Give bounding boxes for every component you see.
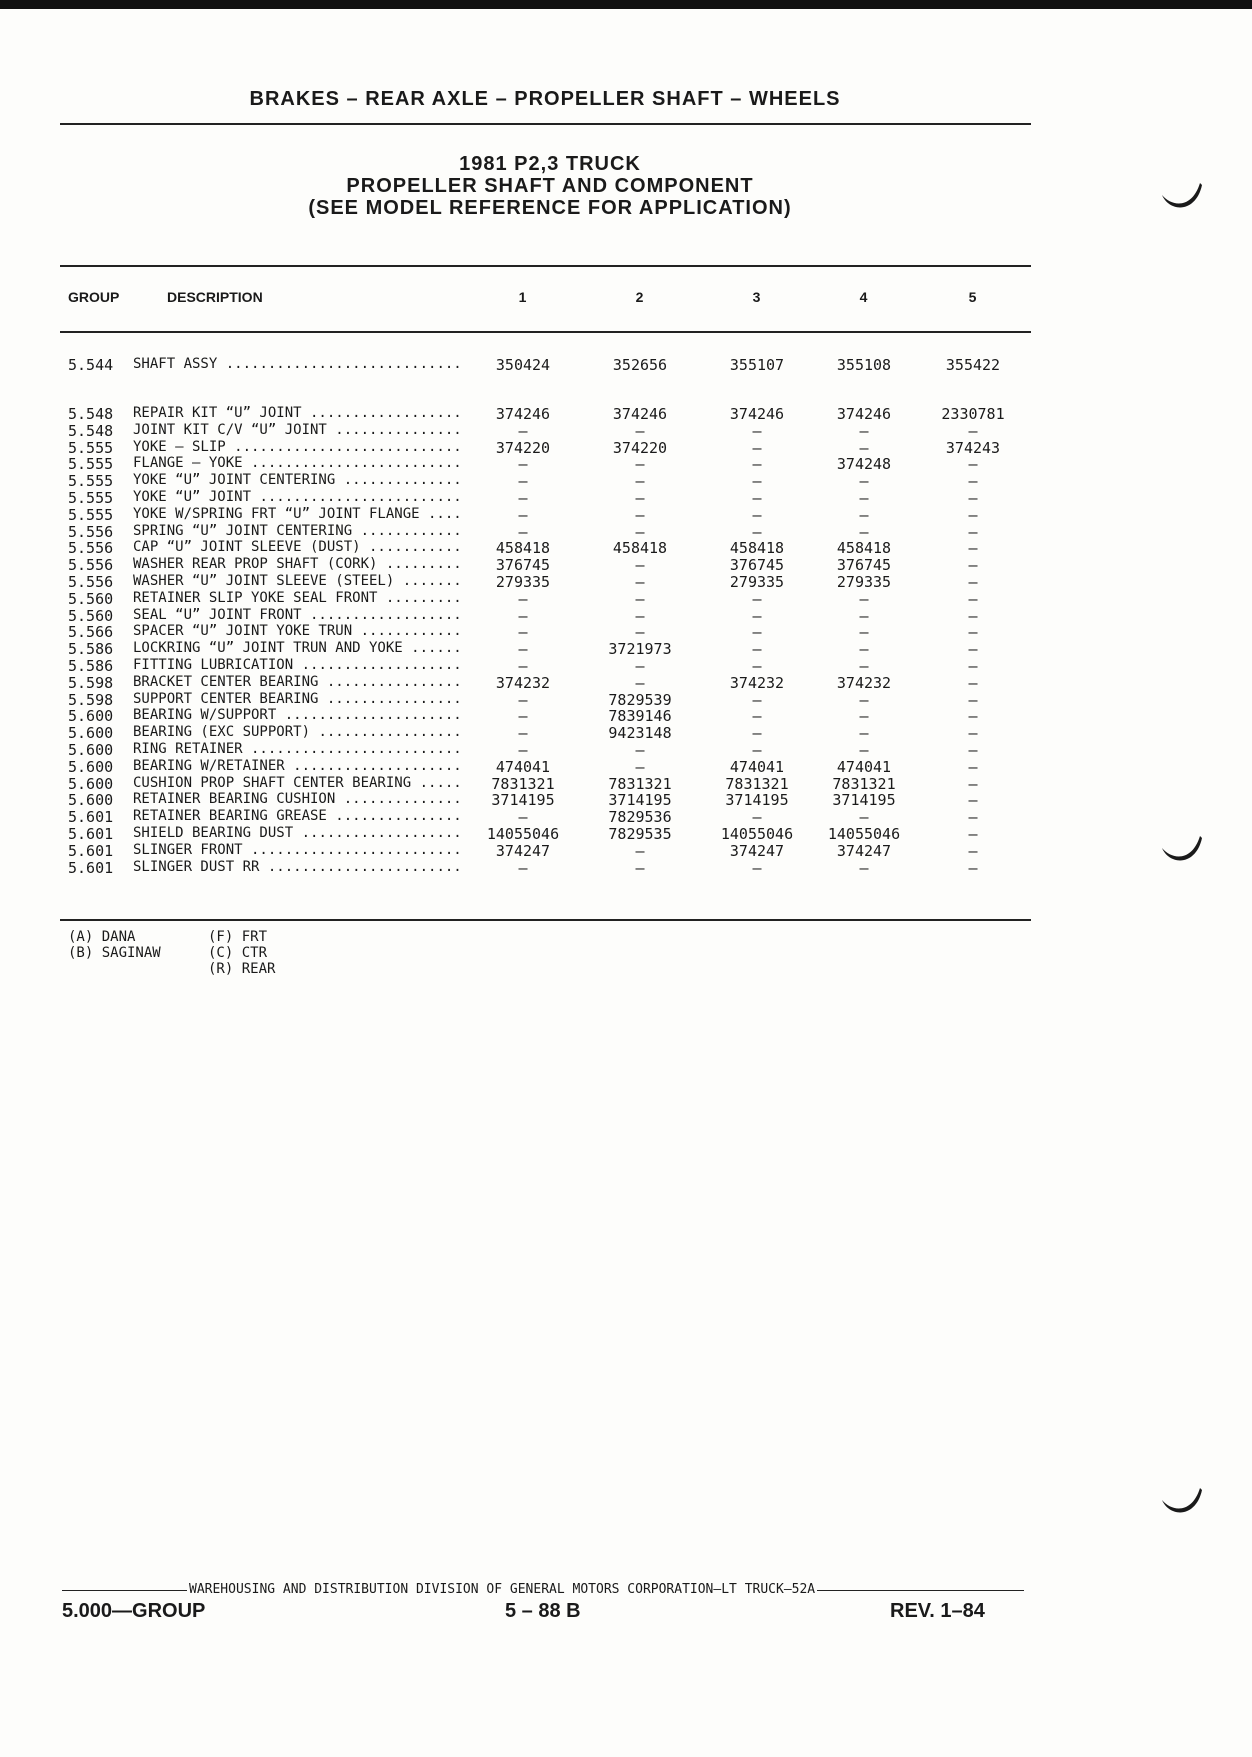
row-description: YOKE W/SPRING FRT “U” JOINT FLANGE ..... bbox=[133, 506, 465, 522]
row-part-number-col-5: — bbox=[968, 757, 978, 776]
row-part-number-col-3: 474041 bbox=[729, 757, 785, 776]
row-part-number-col-2: 7829539 bbox=[608, 690, 672, 709]
row-part-number-col-4: — bbox=[859, 489, 869, 507]
row-group-number: 5.598 bbox=[68, 690, 114, 709]
row-description: BEARING W/RETAINER ..... bbox=[133, 758, 465, 774]
row-part-number-col-4: — bbox=[859, 421, 869, 440]
row-description: RETAINER SLIP YOKE SEAL FRONT ..... bbox=[133, 590, 465, 606]
row-part-number-col-3: — bbox=[752, 724, 762, 743]
row-description: SHAFT ASSY ..... bbox=[133, 356, 465, 372]
row-group-number: 5.601 bbox=[68, 825, 114, 843]
row-part-number-col-4: 474041 bbox=[836, 757, 892, 776]
row-part-number-col-3: — bbox=[752, 472, 762, 491]
row-part-number-col-1: — bbox=[518, 808, 528, 827]
row-description: YOKE “U” JOINT ..... bbox=[133, 489, 465, 505]
row-part-number-col-3: 7831321 bbox=[725, 774, 789, 793]
row-group-number: 5.555 bbox=[68, 455, 114, 474]
footer-group: 5.000—GROUP bbox=[62, 1600, 206, 1622]
row-part-number-col-4: 458418 bbox=[836, 539, 892, 558]
note-line: (F) FRT bbox=[208, 929, 268, 945]
row-part-number-col-5: 355422 bbox=[945, 356, 1001, 374]
page-title bbox=[230, 153, 870, 219]
row-part-number-col-3: 279335 bbox=[729, 573, 785, 591]
row-description: REPAIR KIT “U” JOINT ..... bbox=[133, 405, 465, 421]
row-group-number: 5.600 bbox=[68, 707, 114, 726]
row-group-number: 5.548 bbox=[68, 405, 114, 423]
row-group-number: 5.601 bbox=[68, 858, 114, 877]
row-group-number: 5.600 bbox=[68, 791, 114, 810]
row-part-number-col-2: — bbox=[635, 455, 645, 474]
row-part-number-col-4: 374247 bbox=[836, 841, 892, 860]
row-part-number-col-3: 458418 bbox=[729, 539, 785, 558]
row-part-number-col-5: 374243 bbox=[945, 438, 1001, 457]
row-part-number-col-1: 374220 bbox=[495, 438, 551, 457]
row-part-number-col-1: — bbox=[518, 472, 528, 491]
row-group-number: 5.586 bbox=[68, 640, 114, 659]
row-part-number-col-2: 7831321 bbox=[608, 774, 672, 793]
note-line: (A) DANA bbox=[68, 929, 136, 945]
row-description: BRACKET CENTER BEARING ..... bbox=[133, 674, 465, 690]
row-group-number: 5.560 bbox=[68, 589, 114, 608]
row-part-number-col-5: — bbox=[968, 489, 978, 507]
header-rule bbox=[60, 123, 1031, 125]
row-description: FLANGE – YOKE ..... bbox=[133, 455, 465, 471]
row-description: YOKE “U” JOINT CENTERING ..... bbox=[133, 472, 465, 488]
row-description: SLINGER DUST RR ..... bbox=[133, 859, 465, 875]
row-group-number: 5.544 bbox=[68, 356, 114, 374]
row-description: RING RETAINER ..... bbox=[133, 741, 465, 757]
footer-division-text: WAREHOUSING AND DISTRIBUTION DIVISION OF GENERAL MOTORS CORPORATION—LT TRUCK—52A bbox=[189, 1582, 816, 1597]
row-part-number-col-1: — bbox=[518, 421, 528, 440]
row-part-number-col-2: — bbox=[635, 741, 645, 759]
row-part-number-col-4: 374232 bbox=[836, 673, 892, 692]
row-group-number: 5.600 bbox=[68, 741, 114, 759]
row-part-number-col-2: — bbox=[635, 673, 645, 692]
row-group-number: 5.555 bbox=[68, 472, 114, 491]
row-part-number-col-2: 3714195 bbox=[608, 791, 672, 810]
notes-positions bbox=[208, 929, 275, 977]
row-part-number-col-4: — bbox=[859, 657, 869, 675]
title-line-3: (SEE MODEL REFERENCE FOR APPLICATION) bbox=[308, 197, 792, 219]
row-part-number-col-5: — bbox=[968, 774, 978, 793]
row-group-number: 5.556 bbox=[68, 539, 114, 558]
row-part-number-col-4: — bbox=[859, 472, 869, 491]
row-part-number-col-1: 376745 bbox=[495, 556, 551, 575]
row-part-number-col-2: — bbox=[635, 657, 645, 675]
row-description: YOKE – SLIP ..... bbox=[133, 439, 465, 455]
row-part-number-col-4: — bbox=[859, 606, 869, 625]
row-group-number: 5.556 bbox=[68, 522, 114, 541]
row-part-number-col-2: 374246 bbox=[612, 405, 668, 423]
row-part-number-col-1: — bbox=[518, 858, 528, 877]
row-part-number-col-2: 374220 bbox=[612, 438, 668, 457]
row-part-number-col-5: — bbox=[968, 690, 978, 709]
row-description: CAP “U” JOINT SLEEVE (DUST) ..... bbox=[133, 539, 465, 555]
row-part-number-col-2: 3721973 bbox=[608, 640, 672, 659]
row-part-number-col-1: 350424 bbox=[495, 356, 551, 374]
row-part-number-col-4: — bbox=[859, 707, 869, 726]
row-part-number-col-3: — bbox=[752, 455, 762, 474]
row-part-number-col-1: 14055046 bbox=[486, 825, 560, 843]
row-part-number-col-3: — bbox=[752, 589, 762, 608]
row-part-number-col-1: — bbox=[518, 724, 528, 743]
row-part-number-col-5: — bbox=[968, 522, 978, 541]
row-part-number-col-5: — bbox=[968, 657, 978, 675]
note-line: (R) REAR bbox=[208, 961, 276, 977]
row-group-number: 5.586 bbox=[68, 657, 114, 675]
row-part-number-col-4: — bbox=[859, 589, 869, 608]
row-part-number-col-1: — bbox=[518, 640, 528, 659]
row-part-number-col-4: 279335 bbox=[836, 573, 892, 591]
row-description: FITTING LUBRICATION ..... bbox=[133, 657, 465, 673]
row-part-number-col-1: — bbox=[518, 455, 528, 474]
row-part-number-col-4: — bbox=[859, 438, 869, 457]
row-part-number-col-1: 474041 bbox=[495, 757, 551, 776]
row-description: BEARING W/SUPPORT ..... bbox=[133, 707, 465, 723]
row-part-number-col-1: 279335 bbox=[495, 573, 551, 591]
row-part-number-col-4: 7831321 bbox=[832, 774, 896, 793]
row-group-number: 5.601 bbox=[68, 841, 114, 860]
row-description: SPRING “U” JOINT CENTERING ..... bbox=[133, 523, 465, 539]
row-part-number-col-2: — bbox=[635, 522, 645, 541]
row-part-number-col-4: — bbox=[859, 522, 869, 541]
row-group-number: 5.555 bbox=[68, 505, 114, 524]
row-part-number-col-4: — bbox=[859, 724, 869, 743]
row-part-number-col-4: — bbox=[859, 623, 869, 642]
table-bottom-rule bbox=[60, 919, 1031, 921]
row-part-number-col-5: — bbox=[968, 841, 978, 860]
row-part-number-col-3: — bbox=[752, 522, 762, 541]
row-part-number-col-2: 7829536 bbox=[608, 808, 672, 827]
row-part-number-col-1: 374246 bbox=[495, 405, 551, 423]
row-part-number-col-3: — bbox=[752, 505, 762, 524]
row-description: RETAINER BEARING GREASE ..... bbox=[133, 808, 465, 824]
row-part-number-col-4: — bbox=[859, 640, 869, 659]
row-part-number-col-1: — bbox=[518, 589, 528, 608]
row-description: SPACER “U” JOINT YOKE TRUN ..... bbox=[133, 623, 465, 639]
row-part-number-col-5: — bbox=[968, 472, 978, 491]
row-part-number-col-2: 7839146 bbox=[608, 707, 672, 726]
binder-hole-mark bbox=[1160, 826, 1204, 870]
row-part-number-col-4: 14055046 bbox=[827, 825, 901, 843]
row-part-number-col-3: 374246 bbox=[729, 405, 785, 423]
row-part-number-col-1: — bbox=[518, 741, 528, 759]
row-group-number: 5.598 bbox=[68, 673, 114, 692]
row-part-number-col-4: — bbox=[859, 858, 869, 877]
row-part-number-col-5: 2330781 bbox=[941, 405, 1005, 423]
row-part-number-col-2: — bbox=[635, 573, 645, 591]
row-part-number-col-1: — bbox=[518, 505, 528, 524]
row-part-number-col-3: — bbox=[752, 707, 762, 726]
table-header-rule bbox=[60, 331, 1031, 333]
row-part-number-col-4: 374246 bbox=[836, 405, 892, 423]
row-group-number: 5.560 bbox=[68, 606, 114, 625]
row-part-number-col-5: — bbox=[968, 606, 978, 625]
row-part-number-col-2: — bbox=[635, 841, 645, 860]
row-part-number-col-2: — bbox=[635, 589, 645, 608]
note-line: (B) SAGINAW bbox=[68, 945, 161, 961]
row-part-number-col-5: — bbox=[968, 539, 978, 558]
row-part-number-col-5: — bbox=[968, 556, 978, 575]
col-header-1: 1 bbox=[518, 289, 527, 305]
row-part-number-col-3: 355107 bbox=[729, 356, 785, 374]
binder-hole-mark bbox=[1160, 173, 1204, 217]
notes-manufacturers bbox=[68, 929, 161, 961]
row-part-number-col-1: — bbox=[518, 489, 528, 507]
row-part-number-col-1: — bbox=[518, 657, 528, 675]
row-part-number-col-3: — bbox=[752, 640, 762, 659]
row-part-number-col-2: — bbox=[635, 757, 645, 776]
row-part-number-col-3: — bbox=[752, 808, 762, 827]
page-header: BRAKES – REAR AXLE – PROPELLER SHAFT – WHEELS bbox=[249, 88, 841, 110]
note-line: (C) CTR bbox=[208, 945, 268, 961]
row-part-number-col-2: 9423148 bbox=[608, 724, 672, 743]
table-top-rule bbox=[60, 265, 1031, 267]
col-header-5: 5 bbox=[968, 289, 977, 305]
row-group-number: 5.555 bbox=[68, 438, 114, 457]
row-group-number: 5.566 bbox=[68, 623, 114, 642]
row-part-number-col-3: — bbox=[752, 606, 762, 625]
row-part-number-col-2: — bbox=[635, 472, 645, 491]
footer-division-line bbox=[62, 1582, 1024, 1598]
row-description: WASHER “U” JOINT SLEEVE (STEEL) ..... bbox=[133, 573, 465, 589]
row-part-number-col-1: — bbox=[518, 623, 528, 642]
row-part-number-col-3: — bbox=[752, 623, 762, 642]
title-line-2: PROPELLER SHAFT AND COMPONENT bbox=[346, 175, 754, 197]
row-part-number-col-5: — bbox=[968, 825, 978, 843]
row-part-number-col-3: 376745 bbox=[729, 556, 785, 575]
row-description: RETAINER BEARING CUSHION ..... bbox=[133, 791, 465, 807]
row-part-number-col-4: — bbox=[859, 505, 869, 524]
row-part-number-col-4: 376745 bbox=[836, 556, 892, 575]
row-part-number-col-3: — bbox=[752, 489, 762, 507]
row-part-number-col-2: — bbox=[635, 858, 645, 877]
row-part-number-col-1: — bbox=[518, 606, 528, 625]
row-description: SHIELD BEARING DUST ..... bbox=[133, 825, 465, 841]
title-line-1: 1981 P2,3 TRUCK bbox=[459, 153, 641, 175]
row-part-number-col-5: — bbox=[968, 455, 978, 474]
row-part-number-col-5: — bbox=[968, 623, 978, 642]
row-group-number: 5.600 bbox=[68, 774, 114, 793]
row-part-number-col-1: 3714195 bbox=[491, 791, 555, 810]
row-part-number-col-5: — bbox=[968, 573, 978, 591]
binder-hole-mark bbox=[1160, 1478, 1204, 1522]
row-part-number-col-2: — bbox=[635, 623, 645, 642]
col-header-4: 4 bbox=[859, 289, 868, 305]
row-part-number-col-5: — bbox=[968, 640, 978, 659]
col-header-3: 3 bbox=[752, 289, 761, 305]
row-group-number: 5.601 bbox=[68, 808, 114, 827]
row-group-number: 5.548 bbox=[68, 421, 114, 440]
row-description: SLINGER FRONT ..... bbox=[133, 842, 465, 858]
row-group-number: 5.600 bbox=[68, 757, 114, 776]
row-part-number-col-1: — bbox=[518, 707, 528, 726]
row-group-number: 5.600 bbox=[68, 724, 114, 743]
row-part-number-col-3: — bbox=[752, 690, 762, 709]
footer-page-number: 5 – 88 B bbox=[505, 1600, 581, 1622]
row-group-number: 5.555 bbox=[68, 489, 114, 507]
row-part-number-col-3: — bbox=[752, 438, 762, 457]
row-part-number-col-1: 374232 bbox=[495, 673, 551, 692]
row-group-number: 5.556 bbox=[68, 556, 114, 575]
row-part-number-col-5: — bbox=[968, 673, 978, 692]
row-part-number-col-2: — bbox=[635, 421, 645, 440]
row-part-number-col-4: — bbox=[859, 690, 869, 709]
row-part-number-col-4: — bbox=[859, 741, 869, 759]
row-description: CUSHION PROP SHAFT CENTER BEARING ..... bbox=[133, 775, 465, 791]
row-part-number-col-5: — bbox=[968, 707, 978, 726]
row-part-number-col-2: — bbox=[635, 505, 645, 524]
row-part-number-col-5: — bbox=[968, 589, 978, 608]
row-part-number-col-5: — bbox=[968, 808, 978, 827]
row-part-number-col-3: — bbox=[752, 741, 762, 759]
row-part-number-col-1: 374247 bbox=[495, 841, 551, 860]
row-part-number-col-4: 374248 bbox=[836, 455, 892, 474]
row-description: JOINT KIT C/V “U” JOINT ..... bbox=[133, 422, 465, 438]
row-part-number-col-1: — bbox=[518, 690, 528, 709]
col-header-description: DESCRIPTION bbox=[167, 289, 263, 305]
row-part-number-col-3: 14055046 bbox=[720, 825, 794, 843]
row-description: LOCKRING “U” JOINT TRUN AND YOKE ..... bbox=[133, 640, 465, 656]
row-part-number-col-5: — bbox=[968, 421, 978, 440]
row-part-number-col-4: 355108 bbox=[836, 356, 892, 374]
row-part-number-col-1: 7831321 bbox=[491, 774, 555, 793]
row-part-number-col-2: — bbox=[635, 556, 645, 575]
row-description: SEAL “U” JOINT FRONT ..... bbox=[133, 607, 465, 623]
top-edge-bar bbox=[0, 0, 1252, 9]
footer-revision: REV. 1–84 bbox=[890, 1600, 985, 1622]
row-part-number-col-2: — bbox=[635, 489, 645, 507]
row-part-number-col-2: 458418 bbox=[612, 539, 668, 558]
row-part-number-col-5: — bbox=[968, 791, 978, 810]
row-description: SUPPORT CENTER BEARING ..... bbox=[133, 691, 465, 707]
row-part-number-col-1: 458418 bbox=[495, 539, 551, 558]
col-header-2: 2 bbox=[635, 289, 644, 305]
row-part-number-col-3: — bbox=[752, 657, 762, 675]
row-part-number-col-1: — bbox=[518, 522, 528, 541]
row-part-number-col-3: 3714195 bbox=[725, 791, 789, 810]
row-part-number-col-5: — bbox=[968, 724, 978, 743]
row-part-number-col-2: 7829535 bbox=[608, 825, 672, 843]
row-part-number-col-3: 374247 bbox=[729, 841, 785, 860]
row-part-number-col-3: — bbox=[752, 858, 762, 877]
row-part-number-col-3: 374232 bbox=[729, 673, 785, 692]
row-part-number-col-4: 3714195 bbox=[832, 791, 896, 810]
row-part-number-col-3: — bbox=[752, 421, 762, 440]
row-description: BEARING (EXC SUPPORT) ..... bbox=[133, 724, 465, 740]
row-part-number-col-5: — bbox=[968, 858, 978, 877]
row-description: WASHER REAR PROP SHAFT (CORK) ..... bbox=[133, 556, 465, 572]
row-group-number: 5.556 bbox=[68, 573, 114, 591]
row-part-number-col-2: 352656 bbox=[612, 356, 668, 374]
row-part-number-col-5: — bbox=[968, 505, 978, 524]
row-part-number-col-5: — bbox=[968, 741, 978, 759]
row-part-number-col-4: — bbox=[859, 808, 869, 827]
col-header-group: GROUP bbox=[68, 289, 120, 305]
row-part-number-col-2: — bbox=[635, 606, 645, 625]
